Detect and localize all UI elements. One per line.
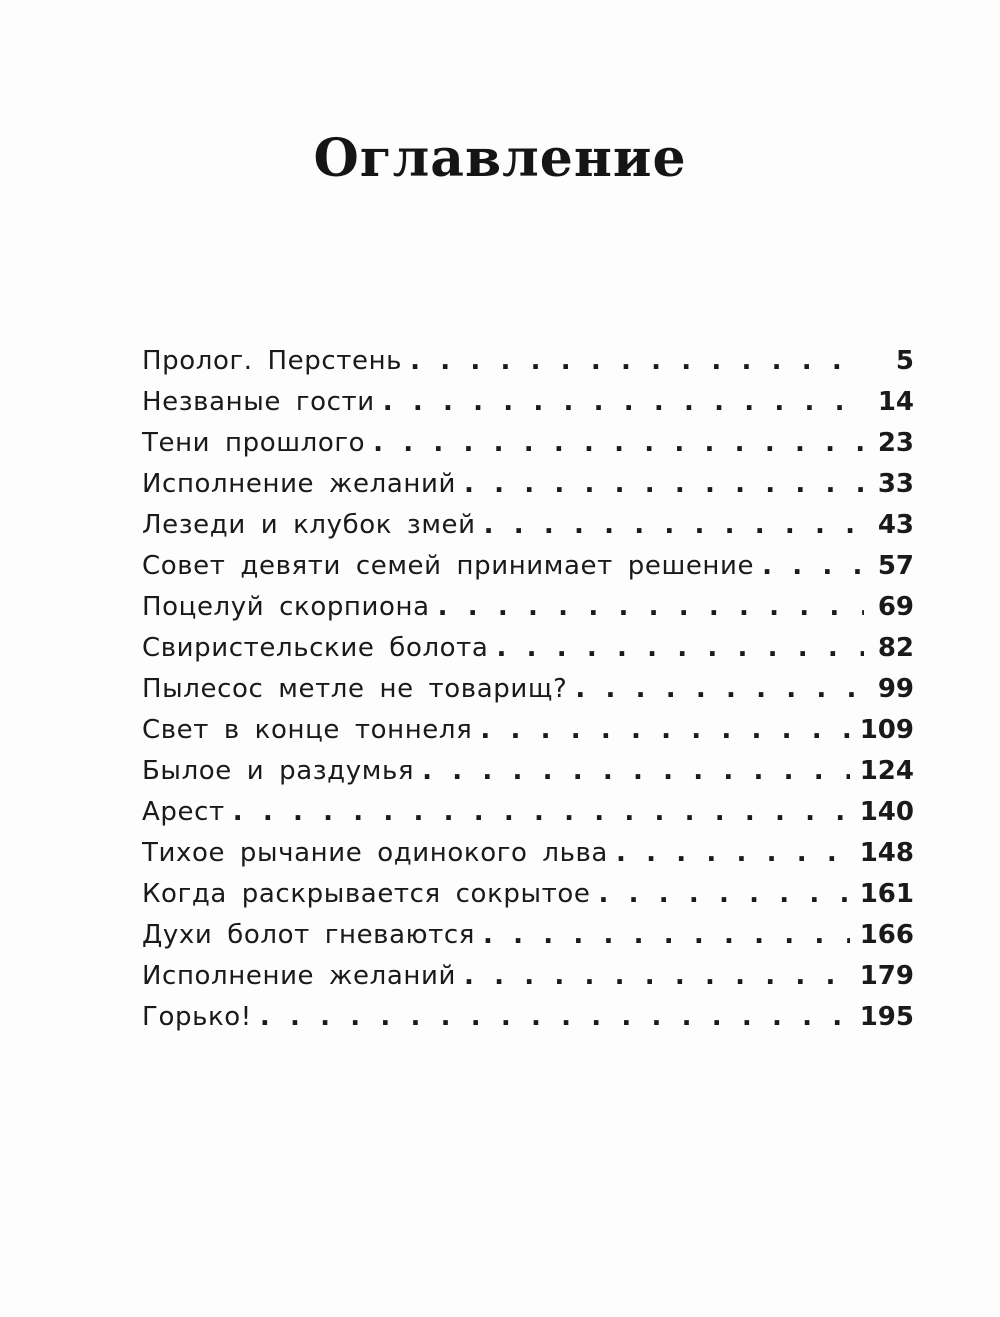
- dot-leader: [422, 756, 850, 786]
- toc-page-number: 140: [859, 797, 914, 827]
- toc-entry-title: Тени прошлого: [142, 428, 366, 458]
- toc-entry-title: Пролог. Перстень: [142, 346, 403, 376]
- toc-entry-title: Арест: [142, 797, 225, 827]
- toc-entry-title: Тихое рычание одинокого льва: [142, 838, 608, 868]
- toc-page-number: 82: [877, 633, 914, 663]
- toc-page-number: 69: [877, 592, 914, 622]
- dot-leader: [383, 387, 864, 417]
- toc-page-number: 148: [859, 838, 914, 868]
- toc-page-number: 179: [859, 961, 914, 991]
- toc-entry: [142, 920, 914, 961]
- toc-page-number: 57: [877, 551, 914, 581]
- toc-page-number: 33: [877, 469, 914, 499]
- toc-entry-title: Исполнение желаний: [142, 961, 456, 991]
- toc-entry-title: Незваные гости: [142, 387, 375, 417]
- dot-leader: [464, 469, 864, 499]
- toc-entry: [142, 428, 914, 469]
- toc-entry-title: Свиристельские болота: [142, 633, 489, 663]
- toc-entry: [142, 879, 914, 920]
- dot-leader: [438, 592, 864, 622]
- dot-leader: [480, 715, 849, 745]
- toc-entry-title: Когда раскрывается сокрытое: [142, 879, 591, 909]
- dot-leader: [762, 551, 864, 581]
- dot-leader: [575, 674, 864, 704]
- toc-entry: [142, 551, 914, 592]
- toc-entry-title: Пылесос метле не товарищ?: [142, 674, 568, 704]
- toc-entry: [142, 715, 914, 756]
- toc-page-number: 99: [877, 674, 914, 704]
- toc-page-number: 5: [895, 346, 914, 376]
- toc-entry: [142, 674, 914, 715]
- toc-entry: [142, 469, 914, 510]
- dot-leader: [373, 428, 864, 458]
- toc-entry-title: Горько!: [142, 1002, 252, 1032]
- toc-page-number: 43: [877, 510, 914, 540]
- toc-entry-title: Исполнение желаний: [142, 469, 456, 499]
- dot-leader: [616, 838, 850, 868]
- toc-entry: [142, 1002, 914, 1043]
- toc-entry: [142, 510, 914, 551]
- dot-leader: [260, 1002, 850, 1032]
- toc-entry: [142, 592, 914, 633]
- dot-leader: [598, 879, 849, 909]
- toc-entry: [142, 387, 914, 428]
- toc-entry-title: Поцелуй скорпиона: [142, 592, 430, 622]
- toc-page-number: 195: [859, 1002, 914, 1032]
- toc-page-number: 109: [859, 715, 914, 745]
- toc-entry: [142, 633, 914, 674]
- toc-page-number: 124: [859, 756, 914, 786]
- toc-entry: [142, 797, 914, 838]
- dot-leader: [233, 797, 850, 827]
- toc-page-number: 166: [859, 920, 914, 950]
- toc-page-number: 161: [859, 879, 914, 909]
- dot-leader: [464, 961, 850, 991]
- toc-entry-title: Совет девяти семей принимает решение: [142, 551, 755, 581]
- page-title: Оглавление: [313, 128, 687, 189]
- toc-entry-title: Лезеди и клубок змей: [142, 510, 476, 540]
- toc-entry-title: Былое и раздумья: [142, 756, 415, 786]
- dot-leader: [410, 346, 864, 376]
- table-of-contents: [142, 346, 914, 1043]
- dot-leader: [484, 510, 864, 540]
- dot-leader: [496, 633, 864, 663]
- toc-entry: [142, 838, 914, 879]
- toc-entry-title: Свет в конце тоннеля: [142, 715, 473, 745]
- toc-entry: [142, 346, 914, 387]
- dot-leader: [483, 920, 850, 950]
- toc-entry: [142, 756, 914, 797]
- toc-entry: [142, 961, 914, 1002]
- toc-page-number: 14: [877, 387, 914, 417]
- toc-entry-title: Духи болот гневаются: [142, 920, 476, 950]
- toc-page-number: 23: [877, 428, 914, 458]
